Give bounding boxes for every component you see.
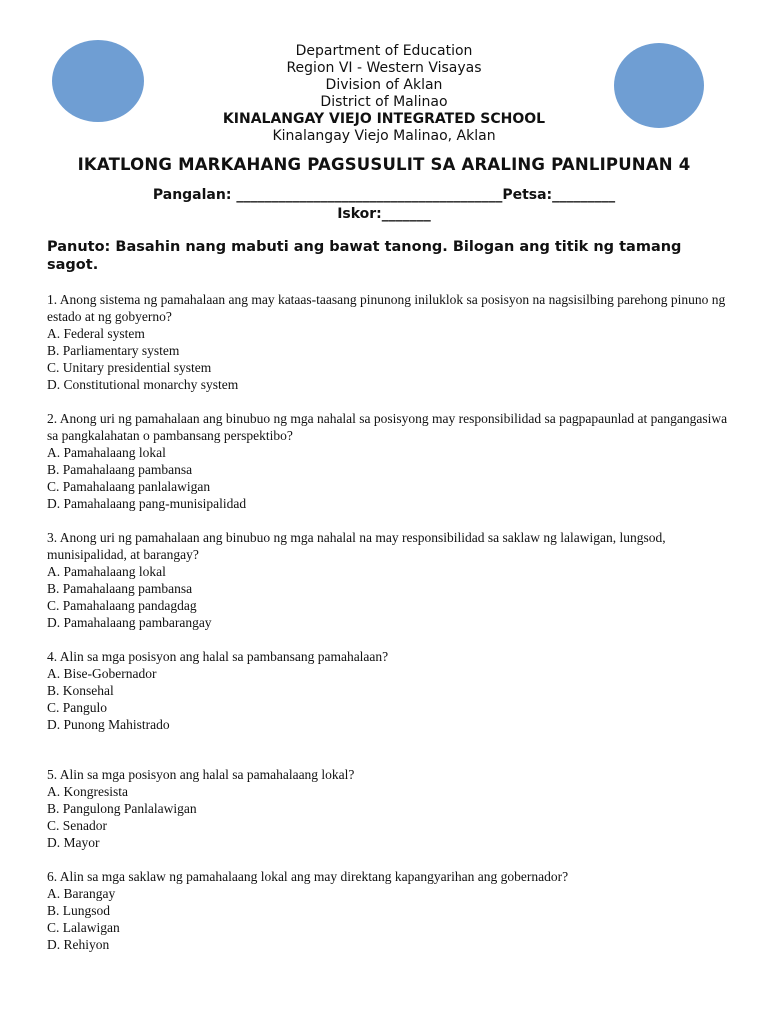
choice-a: A. Kongresista xyxy=(47,784,128,799)
question-text: 1. Anong sistema ng pamahalaan ang may kataas-taasang pinunong iniluklok sa posisyon na nagsisilbing parehong pinuno ng estado at ng gobyerno? xyxy=(47,292,726,324)
choice-d: D. Constitutional monarchy system xyxy=(47,377,239,392)
question-text: 2. Anong uri ng pamahalaan ang binubuo ng mga nahalal sa posisyong may responsibilidad sa pagpapaunlad at pangangasiwa sa pangkalahatan o pambansang perspektibo? xyxy=(47,411,728,443)
region-line: Region VI - Western Visayas xyxy=(286,60,482,76)
question-2 xyxy=(47,410,737,512)
question-5 xyxy=(47,766,737,851)
choice-c: C. Lalawigan xyxy=(47,920,120,935)
question-text: 3. Anong uri ng pamahalaan ang binubuo ng mga nahalal na may responsibilidad sa saklaw ng lalawigan, lungsod, munisipalidad, at barangay? xyxy=(47,530,666,562)
question-list xyxy=(47,291,737,953)
choice-a: A. Barangay xyxy=(47,886,116,901)
choice-a: A. Federal system xyxy=(47,326,145,341)
score-field: Iskor:_______ xyxy=(337,206,431,222)
question-6 xyxy=(47,868,737,953)
choice-c: C. Unitary presidential system xyxy=(47,360,212,375)
district-line: District of Malinao xyxy=(320,94,448,110)
school-name: KINALANGAY VIEJO INTEGRATED SCHOOL xyxy=(222,111,546,127)
question-1 xyxy=(47,291,737,393)
document-header xyxy=(0,43,768,145)
choice-b: B. Parliamentary system xyxy=(47,343,180,358)
question-text: 6. Alin sa mga saklaw ng pamahalaang lokal ang may direktang kapangyarihan ang gobernador? xyxy=(47,869,569,884)
choice-b: B. Pamahalaang pambansa xyxy=(47,462,193,477)
choice-d: D. Mayor xyxy=(47,835,100,850)
choice-c: C. Pangulo xyxy=(47,700,108,715)
question-text: 5. Alin sa mga posisyon ang halal sa pamahalaang lokal? xyxy=(47,767,355,782)
choice-b: B. Konsehal xyxy=(47,683,114,698)
instructions: Panuto: Basahin nang mabuti ang bawat tanong. Bilogan ang titik ng tamang sagot. xyxy=(47,239,682,273)
choice-b: B. Lungsod xyxy=(47,903,111,918)
student-info-fields xyxy=(0,186,768,224)
choice-a: A. Pamahalaang lokal xyxy=(47,564,166,579)
choice-d: D. Pamahalaang pang-munisipalidad xyxy=(47,496,247,511)
question-text: 4. Alin sa mga posisyon ang halal sa pambansang pamahalaan? xyxy=(47,649,389,664)
division-line: Division of Aklan xyxy=(325,77,443,93)
question-3 xyxy=(47,529,737,631)
choice-c: C. Pamahalaang pandagdag xyxy=(47,598,197,613)
department-line: Department of Education xyxy=(295,43,473,59)
date-field: Petsa:_________ xyxy=(502,187,616,203)
choice-d: D. Rehiyon xyxy=(47,937,110,952)
choice-c: C. Pamahalaang panlalawigan xyxy=(47,479,211,494)
choice-b: B. Pangulong Panlalawigan xyxy=(47,801,197,816)
school-address: Kinalangay Viejo Malinao, Aklan xyxy=(272,128,496,144)
choice-b: B. Pamahalaang pambansa xyxy=(47,581,193,596)
choice-c: C. Senador xyxy=(47,818,107,833)
choice-a: A. Pamahalaang lokal xyxy=(47,445,166,460)
choice-a: A. Bise-Gobernador xyxy=(47,666,157,681)
exam-title: IKATLONG MARKAHANG PAGSUSULIT SA ARALING PANLIPUNAN 4 xyxy=(77,155,691,174)
name-field: Pangalan: ______________________________________ xyxy=(152,187,503,203)
question-4 xyxy=(47,648,737,733)
choice-d: D. Punong Mahistrado xyxy=(47,717,170,732)
choice-d: D. Pamahalaang pambarangay xyxy=(47,615,212,630)
